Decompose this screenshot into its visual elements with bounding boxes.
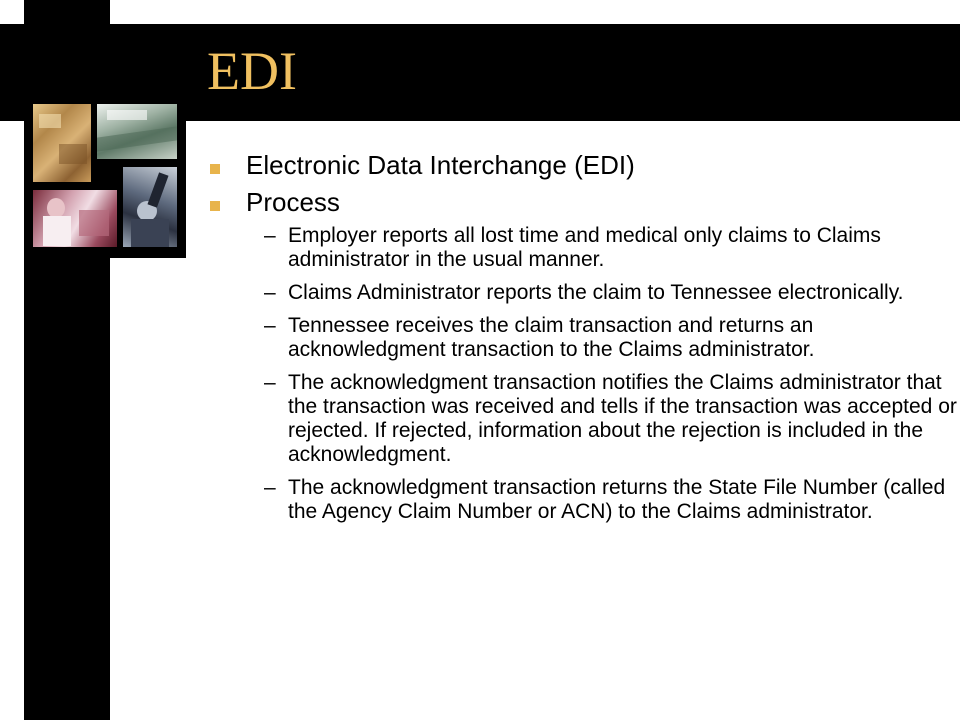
photo-landscape-tan — [33, 104, 91, 182]
sub-bullet-item — [210, 314, 960, 362]
dash-marker: – — [264, 476, 276, 499]
sub-bullet-text: Claims Administrator reports the claim to Tennessee electronically. — [288, 281, 904, 304]
photo-mountains — [97, 104, 177, 159]
photo-lab-worker — [33, 190, 117, 247]
slide-content — [210, 150, 957, 533]
sub-bullet-item — [210, 476, 960, 524]
sub-bullet-text: The acknowledgment transaction notifies the Claims administrator that the transaction was received and tells if the transaction was accepted or rejected. If rejected, information about the rejection is included in the acknowledgment. — [288, 371, 957, 466]
sub-bullet-item — [210, 224, 960, 272]
square-bullet-icon — [210, 201, 220, 211]
bullet-text: Electronic Data Interchange (EDI) — [246, 150, 635, 180]
sub-bullet-item — [210, 281, 960, 305]
dash-marker: – — [264, 371, 276, 394]
sub-bullet-text: The acknowledgment transaction returns the State File Number (called the Agency Claim Number or ACN) to the Claims administrator. — [288, 476, 946, 523]
sub-bullet-item — [210, 371, 960, 467]
sub-bullet-text: Employer reports all lost time and medical only claims to Claims administrator in the usual manner. — [288, 224, 881, 271]
photo-industrial-worker — [123, 167, 177, 247]
bullet-item — [210, 187, 950, 218]
slide-title: EDI — [207, 41, 297, 101]
bullet-text: Process — [246, 187, 340, 217]
dash-marker: – — [264, 314, 276, 337]
sub-bullet-text: Tennessee receives the claim transaction and returns an acknowledgment transaction to the Claims administrator. — [288, 314, 815, 361]
sub-bullet-list — [210, 224, 957, 524]
dash-marker: – — [264, 224, 276, 247]
bullet-item — [210, 150, 950, 181]
square-bullet-icon — [210, 164, 220, 174]
dash-marker: – — [264, 281, 276, 304]
